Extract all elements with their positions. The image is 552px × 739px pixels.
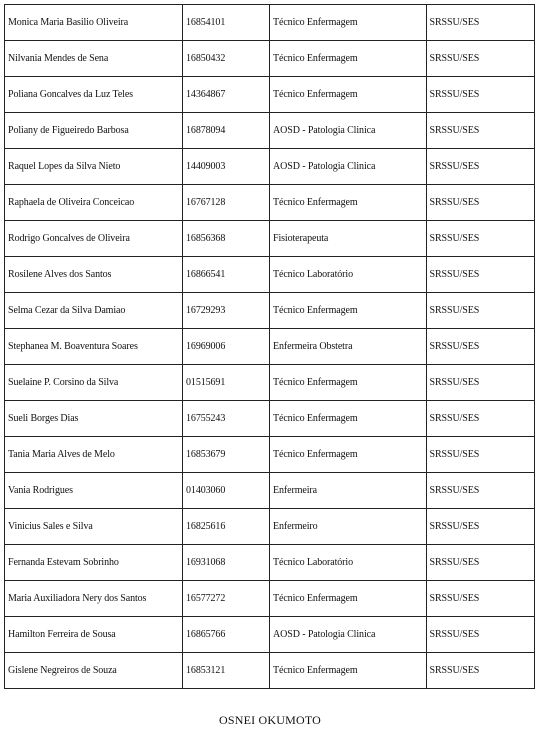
employee-name-cell: Poliany de Figueiredo Barbosa	[5, 113, 183, 149]
table-row	[5, 437, 535, 473]
department-cell: SRSSU/SES	[426, 617, 534, 653]
job-title-cell: Técnico Laboratório	[269, 257, 426, 293]
job-title-cell: Técnico Enfermagem	[269, 293, 426, 329]
employee-name-cell: Vania Rodrigues	[5, 473, 183, 509]
job-title-cell: Técnico Enfermagem	[269, 365, 426, 401]
job-title-cell: Técnico Enfermagem	[269, 77, 426, 113]
job-title-cell: Técnico Enfermagem	[269, 5, 426, 41]
employee-name-cell: Sueli Borges Dias	[5, 401, 183, 437]
department-cell: SRSSU/SES	[426, 365, 534, 401]
job-title-cell: AOSD - Patologia Clinica	[269, 113, 426, 149]
registration-number-cell: 16931068	[183, 545, 270, 581]
registration-number-cell: 16853679	[183, 437, 270, 473]
registration-number-cell: 16825616	[183, 509, 270, 545]
registration-number-cell: 16755243	[183, 401, 270, 437]
registration-number-cell: 16969006	[183, 329, 270, 365]
table-row	[5, 545, 535, 581]
department-cell: SRSSU/SES	[426, 581, 534, 617]
table-row	[5, 365, 535, 401]
table-row	[5, 401, 535, 437]
job-title-cell: Enfermeiro	[269, 509, 426, 545]
job-title-cell: Técnico Enfermagem	[269, 401, 426, 437]
registration-number-cell: 16767128	[183, 185, 270, 221]
registration-number-cell: 16866541	[183, 257, 270, 293]
registration-number-cell: 16854101	[183, 5, 270, 41]
table-row	[5, 113, 535, 149]
employee-name-cell: Monica Maria Basilio Oliveira	[5, 5, 183, 41]
employee-name-cell: Poliana Goncalves da Luz Teles	[5, 77, 183, 113]
signature-name: OSNEI OKUMOTO	[218, 713, 322, 727]
table-row	[5, 293, 535, 329]
registration-number-cell: 16865766	[183, 617, 270, 653]
staff-table-body	[5, 5, 535, 689]
employee-name-cell: Raphaela de Oliveira Conceicao	[5, 185, 183, 221]
department-cell: SRSSU/SES	[426, 113, 534, 149]
department-cell: SRSSU/SES	[426, 5, 534, 41]
employee-name-cell: Raquel Lopes da Silva Nieto	[5, 149, 183, 185]
employee-name-cell: Selma Cezar da Silva Damiao	[5, 293, 183, 329]
registration-number-cell: 16856368	[183, 221, 270, 257]
job-title-cell: Fisioterapeuta	[269, 221, 426, 257]
job-title-cell: Técnico Laboratório	[269, 545, 426, 581]
table-row	[5, 5, 535, 41]
employee-name-cell: Fernanda Estevam Sobrinho	[5, 545, 183, 581]
job-title-cell: Enfermeira Obstetra	[269, 329, 426, 365]
job-title-cell: Técnico Enfermagem	[269, 653, 426, 689]
employee-name-cell: Suelaine P. Corsino da Silva	[5, 365, 183, 401]
registration-number-cell: 14409003	[183, 149, 270, 185]
table-row	[5, 185, 535, 221]
department-cell: SRSSU/SES	[426, 149, 534, 185]
department-cell: SRSSU/SES	[426, 545, 534, 581]
registration-number-cell: 16850432	[183, 41, 270, 77]
registration-number-cell: 16577272	[183, 581, 270, 617]
employee-name-cell: Nilvania Mendes de Sena	[5, 41, 183, 77]
job-title-cell: AOSD - Patologia Clinica	[269, 617, 426, 653]
table-row	[5, 221, 535, 257]
table-row	[5, 41, 535, 77]
employee-name-cell: Maria Auxiliadora Nery dos Santos	[5, 581, 183, 617]
registration-number-cell: 01515691	[183, 365, 270, 401]
job-title-cell: Enfermeira	[269, 473, 426, 509]
department-cell: SRSSU/SES	[426, 221, 534, 257]
employee-name-cell: Tania Maria Alves de Melo	[5, 437, 183, 473]
table-row	[5, 581, 535, 617]
table-row	[5, 509, 535, 545]
employee-name-cell: Hamilton Ferreira de Sousa	[5, 617, 183, 653]
registration-number-cell: 16878094	[183, 113, 270, 149]
employee-name-cell: Stephanea M. Boaventura Soares	[5, 329, 183, 365]
employee-name-cell: Vinicius Sales e Silva	[5, 509, 183, 545]
registration-number-cell: 16853121	[183, 653, 270, 689]
registration-number-cell: 16729293	[183, 293, 270, 329]
job-title-cell: Técnico Enfermagem	[269, 185, 426, 221]
job-title-cell: Técnico Enfermagem	[269, 581, 426, 617]
employee-name-cell: Gislene Negreiros de Souza	[5, 653, 183, 689]
department-cell: SRSSU/SES	[426, 401, 534, 437]
job-title-cell: Técnico Enfermagem	[269, 41, 426, 77]
department-cell: SRSSU/SES	[426, 437, 534, 473]
department-cell: SRSSU/SES	[426, 41, 534, 77]
table-row	[5, 653, 535, 689]
table-row	[5, 257, 535, 293]
table-row	[5, 473, 535, 509]
department-cell: SRSSU/SES	[426, 185, 534, 221]
department-cell: SRSSU/SES	[426, 293, 534, 329]
department-cell: SRSSU/SES	[426, 77, 534, 113]
table-row	[5, 149, 535, 185]
registration-number-cell: 14364867	[183, 77, 270, 113]
job-title-cell: Técnico Enfermagem	[269, 437, 426, 473]
table-row	[5, 77, 535, 113]
employee-name-cell: Rodrigo Goncalves de Oliveira	[5, 221, 183, 257]
department-cell: SRSSU/SES	[426, 329, 534, 365]
job-title-cell: AOSD - Patologia Clinica	[269, 149, 426, 185]
table-row	[5, 617, 535, 653]
department-cell: SRSSU/SES	[426, 653, 534, 689]
employee-name-cell: Rosilene Alves dos Santos	[5, 257, 183, 293]
department-cell: SRSSU/SES	[426, 257, 534, 293]
department-cell: SRSSU/SES	[426, 473, 534, 509]
staff-table	[4, 4, 535, 689]
department-cell: SRSSU/SES	[426, 509, 534, 545]
registration-number-cell: 01403060	[183, 473, 270, 509]
table-row	[5, 329, 535, 365]
